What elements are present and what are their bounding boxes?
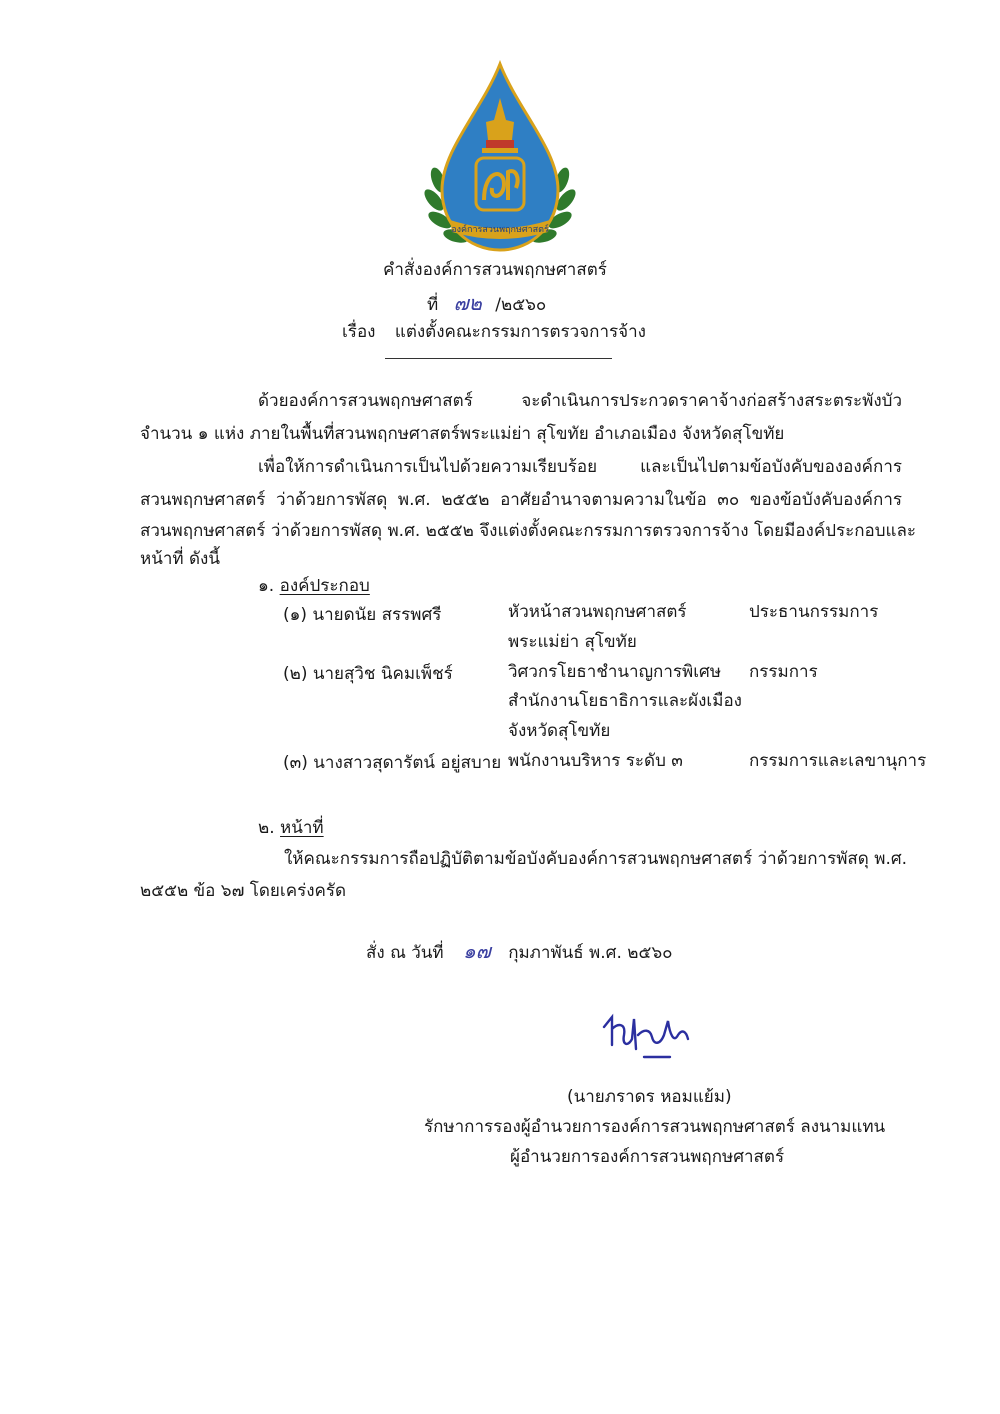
- paragraph1-line2: จำนวน ๑ แห่ง ภายในพื้นที่สวนพฤกษศาสตร์พระแม่ย่า สุโขทัย อำเภอเมือง จังหวัดสุโขทัย: [140, 424, 785, 444]
- document-title: คำสั่งองค์การสวนพฤกษศาสตร์: [383, 260, 607, 280]
- paragraph2-line2: สวนพฤกษศาสตร์ ว่าด้วยการพัสดุ พ.ศ. ๒๕๕๒ อาศัยอำนาจตามความในข้อ ๓๐ ของข้อบังคับองค์การ: [140, 490, 902, 510]
- section2-title: หน้าที่: [280, 818, 324, 838]
- signer-title-line2: ผู้อำนวยการองค์การสวนพฤกษศาสตร์: [510, 1147, 785, 1167]
- section2-line1: ให้คณะกรรมการถือปฏิบัติตามข้อบังคับองค์การสวนพฤกษศาสตร์ ว่าด้วยการพัสดุ พ.ศ.: [284, 849, 908, 869]
- order-date-prefix: สั่ง ณ วันที่: [366, 943, 444, 963]
- member-role: ประธานกรรมการ: [749, 602, 879, 622]
- member-name: (๑) นายดนัย สรรพศรี: [283, 605, 442, 625]
- subject-text: แต่งตั้งคณะกรรมการตรวจการจ้าง: [394, 322, 646, 342]
- order-date-day-handwritten: ๑๗: [463, 939, 491, 963]
- order-number: [427, 293, 546, 314]
- signer-name: (นายภราดร หอมแย้ม): [567, 1087, 732, 1107]
- member-position-line: จังหวัดสุโขทัย: [508, 721, 611, 741]
- order-number-suffix: /๒๕๖๐: [495, 295, 547, 315]
- member-role: กรรมการ: [749, 662, 818, 682]
- order-number-handwritten: ๗๒: [453, 291, 482, 315]
- member-name: (๓) นางสาวสุดารัตน์ อยู่สบาย: [283, 753, 502, 773]
- section2-heading: [258, 820, 324, 837]
- paragraph2-line3: สวนพฤกษศาสตร์ ว่าด้วยการพัสดุ พ.ศ. ๒๕๕๒ จึงแต่งตั้งคณะกรรมการตรวจการจ้าง โดยมีองค์ประกอบและ: [140, 521, 917, 541]
- signer-title-line1: รักษาการรองผู้อำนวยการองค์การสวนพฤกษศาสตร์ ลงนามแทน: [424, 1117, 886, 1137]
- member-position-line: หัวหน้าสวนพฤกษศาสตร์: [508, 602, 687, 622]
- section1-number: ๑.: [258, 576, 275, 596]
- paragraph2-line4: หน้าที่ ดังนี้: [140, 549, 220, 569]
- subject-label: เรื่อง: [342, 322, 376, 342]
- subject-line: [342, 324, 646, 341]
- section2-line2: ๒๕๕๒ ข้อ ๖๗ โดยเคร่งครัด: [140, 881, 347, 901]
- handwritten-signature: [598, 1005, 718, 1065]
- signature-handwriting-text: [599, 1080, 601, 1081]
- member-position-line: พระแม่ย่า สุโขทัย: [508, 632, 637, 652]
- header-divider: [385, 358, 612, 359]
- order-date-rest: กุมภาพันธ์ พ.ศ. ๒๕๖๐: [508, 943, 673, 963]
- member-position-line: สำนักงานโยธาธิการและผังเมือง: [508, 691, 742, 711]
- ribbon-text: องค์การสวนพฤกษศาสตร์: [451, 225, 549, 235]
- order-date: [366, 941, 673, 962]
- monogram-icon: [476, 158, 524, 210]
- member-role: กรรมการและเลขานุการ: [749, 751, 927, 771]
- section1-title: องค์ประกอบ: [279, 576, 370, 596]
- paragraph2-line1: เพื่อให้การดำเนินการเป็นไปด้วยความเรียบร้อย และเป็นไปตามข้อบังคับขององค์การ: [258, 457, 902, 477]
- section1-heading: [258, 578, 370, 595]
- paragraph1-line1: ด้วยองค์การสวนพฤกษศาสตร์ จะดำเนินการประกวดราคาจ้างก่อสร้างสระตระพังบัว: [258, 391, 902, 411]
- member-position-line: พนักงานบริหาร ระดับ ๓: [508, 751, 683, 771]
- member-name: (๒) นายสุวิช นิคมเพ็ชร์: [283, 664, 453, 684]
- member-position-line: วิศวกรโยธาชำนาญการพิเศษ: [508, 662, 722, 682]
- agency-emblem-icon: [420, 60, 580, 260]
- section2-number: ๒.: [258, 818, 275, 838]
- order-number-prefix: ที่: [427, 295, 439, 315]
